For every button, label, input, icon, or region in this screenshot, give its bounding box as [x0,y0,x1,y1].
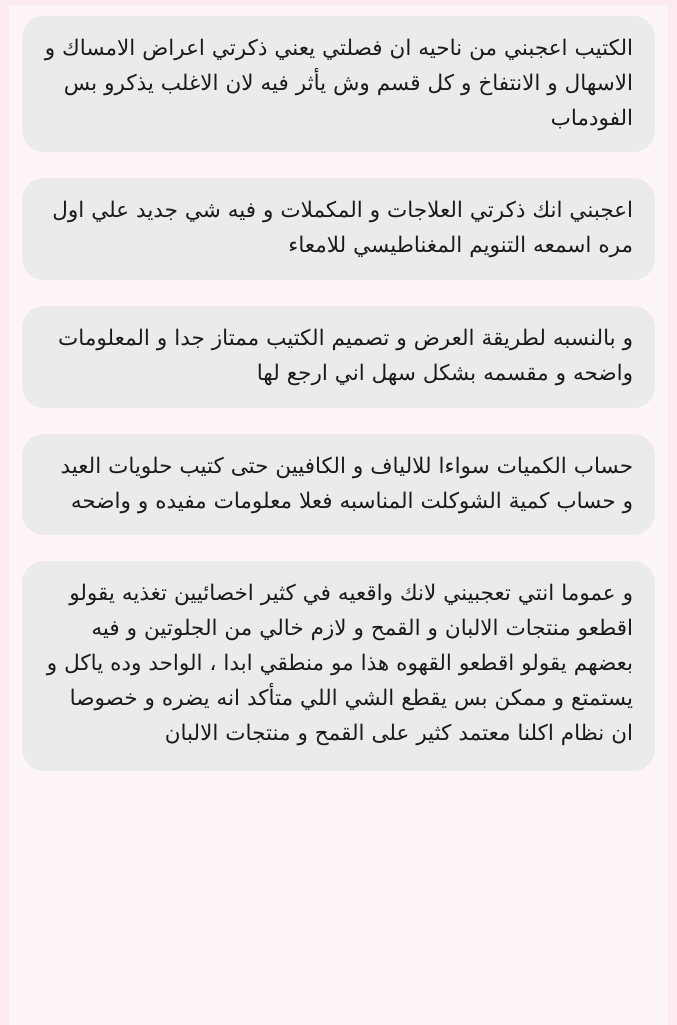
message-bubble[interactable]: حساب الكميات سواءا للالياف و الكافيين حتى كتيب حلويات العيد و حساب كمية الشوكلت المناسبه فعلا معلومات مفيده و واضحه [22,434,655,536]
message-bubble[interactable]: و بالنسبه لطريقة العرض و تصميم الكتيب ممتاز جدا و المعلومات واضحه و مقسمه بشكل سهل اني ارجع لها [22,306,655,408]
message-thread [22,14,655,771]
message-bubble[interactable]: و عموما انتي تعجبيني لانك واقعيه في كثير اخصائيين تغذيه يقولو اقطعو منتجات الالبان و القمح و لازم خالي من الجلوتين و فيه بعضهم يقولو اقطعو القهوه هذا مو منطقي ابدا ، الواحد وده ياكل و يستمتع و ممكن بس يقطع الشي اللي متأكد انه يضره و خصوصا ان نظام اكلنا معتمد كثير على القمح و منتجات الالبان [22,561,655,770]
message-bubble[interactable]: اعجبني انك ذكرتي العلاجات و المكملات و فيه شي جديد علي اول مره اسمعه التنويم المغناطيسي للامعاء [22,178,655,280]
message-bubble[interactable]: الكتيب اعجبني من ناحيه ان فصلتي يعني ذكرتي اعراض الامساك و الاسهال و الانتفاخ و كل قسم وش يأثر فيه لان الاغلب يذكرو بس الفودماب [22,16,655,152]
